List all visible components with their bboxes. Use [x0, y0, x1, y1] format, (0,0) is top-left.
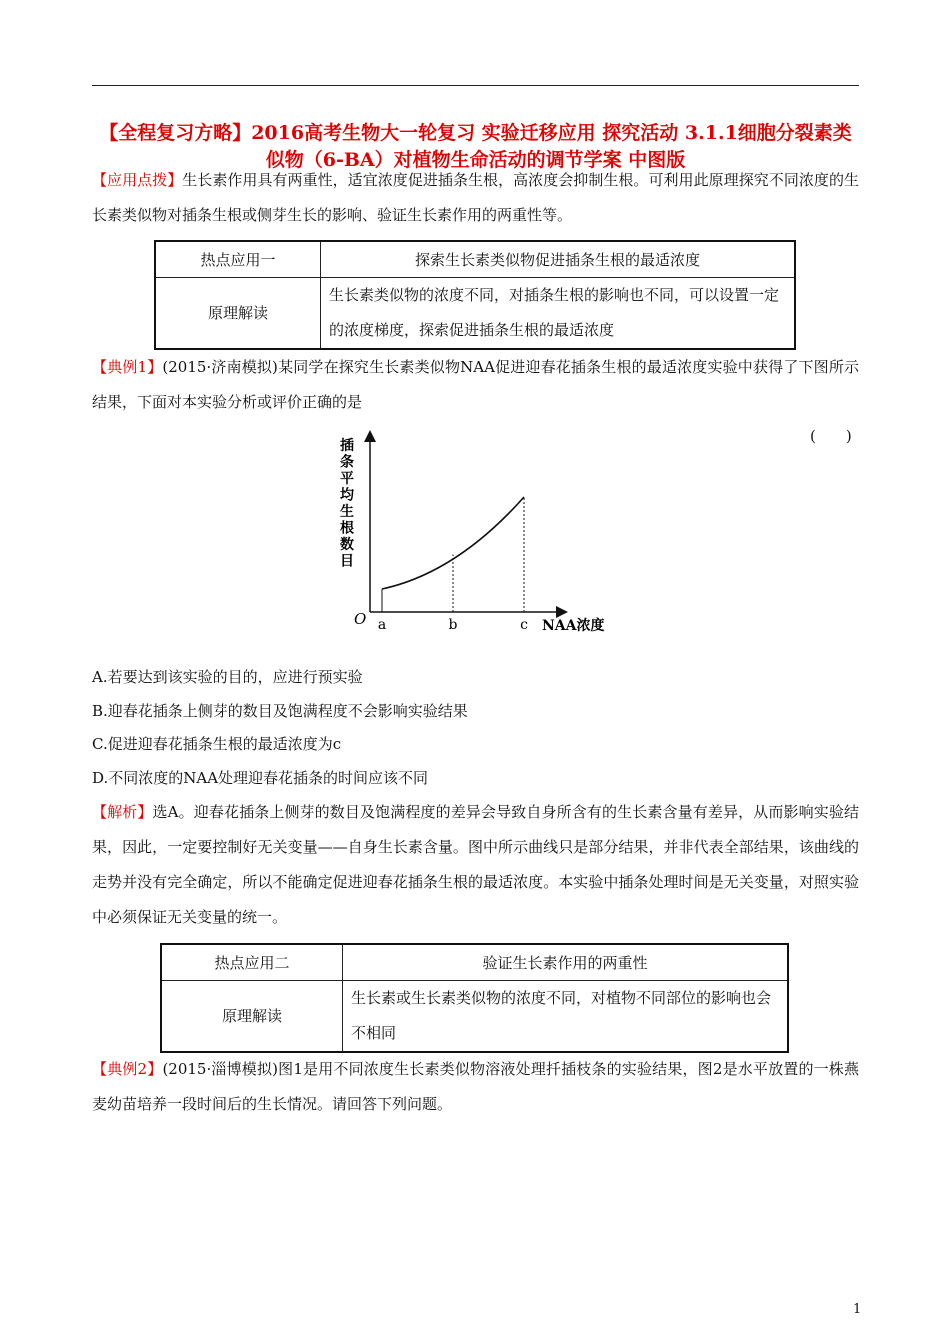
- y-axis-label: 插条平均生根数目: [340, 438, 354, 570]
- table2-row-label: 原理解读: [161, 980, 343, 1052]
- table1-row-text: 生长素类似物的浓度不同，对插条生根的影响也不同，可以设置一定的浓度梯度，探索促进插条生根的最适浓度: [321, 277, 796, 349]
- example2-text: (2015·淄博模拟)图1是用不同浓度生长素类似物溶液处理扦插枝条的实验结果，图2是水平放置的一株燕麦幼苗培养一段时间后的生长情况。请回答下列问题。: [92, 1060, 859, 1113]
- option-d: D.不同浓度的NAA处理迎春花插条的时间应该不同: [92, 769, 429, 787]
- intro-paragraph: [92, 163, 859, 233]
- hotspot-table-2: [160, 943, 789, 1053]
- header-rule: [92, 85, 859, 86]
- x-tick-label-a: a: [377, 617, 387, 633]
- table2-header-value: 验证生长素作用的两重性: [343, 944, 789, 980]
- option-c: C.促进迎春花插条生根的最适浓度为c: [92, 735, 342, 753]
- origin-label: O: [354, 610, 367, 628]
- example1-text: (2015·济南模拟)某同学在探究生长素类似物NAA促进迎春花插条生根的最适浓度实验中获得了下图所示结果，下面对本实验分析或评价正确的是: [92, 358, 859, 411]
- table1-row-label: 原理解读: [155, 277, 321, 349]
- hotspot-table-1: [154, 240, 796, 350]
- example2-tag: 【典例2】: [92, 1060, 163, 1078]
- table2-row-text: 生长素或生长素类似物的浓度不同，对植物不同部位的影响也会不相同: [343, 980, 789, 1052]
- analysis-text: 选A。迎春花插条上侧芽的数目及饱满程度的差异会导致自身所含有的生长素含量有差异，从而影响实验结果，因此，一定要控制好无关变量——自身生长素含量。图中所示曲线只是部分结果，并非代表全部结果，该曲线的走势并没有完全确定，所以不能确定促进迎春花插条生根的最适浓度。本实验中插条处理时间是无关变量，对照实验中必须保证无关变量的统一。: [92, 803, 859, 926]
- page-title: 【全程复习方略】2016高考生物大一轮复习 实验迁移应用 探究活动 3.1.1细胞分裂素类似物（6-BA）对植物生命活动的调节学案 中图版: [99, 122, 852, 171]
- page-number: 1: [853, 1302, 862, 1317]
- example2-paragraph: [92, 1052, 859, 1122]
- example1-paragraph: [92, 350, 859, 420]
- x-tick-label-b: b: [448, 617, 458, 633]
- table1-header-value: 探索生长素类似物促进插条生根的最适浓度: [321, 241, 796, 277]
- option-b: B.迎春花插条上侧芽的数目及饱满程度不会影响实验结果: [92, 702, 468, 720]
- x-axis-label: NAA浓度: [542, 618, 605, 634]
- option-a: A.若要达到该实验的目的，应进行预实验: [92, 668, 363, 686]
- table2-header-label: 热点应用二: [161, 944, 343, 980]
- intro-tag: 【应用点拨】: [92, 171, 183, 189]
- answer-parentheses: ( ): [810, 427, 852, 445]
- example1-tag: 【典例1】: [92, 358, 163, 376]
- intro-text: 生长素作用具有两重性，适宜浓度促进插条生根，高浓度会抑制生根。可利用此原理探究不同浓度的生长素类似物对插条生根或侧芽生长的影响、验证生长素作用的两重性等。: [92, 171, 859, 224]
- analysis-paragraph: [92, 795, 859, 935]
- naa-chart: [330, 428, 620, 638]
- table1-header-label: 热点应用一: [155, 241, 321, 277]
- x-tick-label-c: c: [520, 617, 528, 633]
- analysis-tag: 【解析】: [92, 803, 153, 821]
